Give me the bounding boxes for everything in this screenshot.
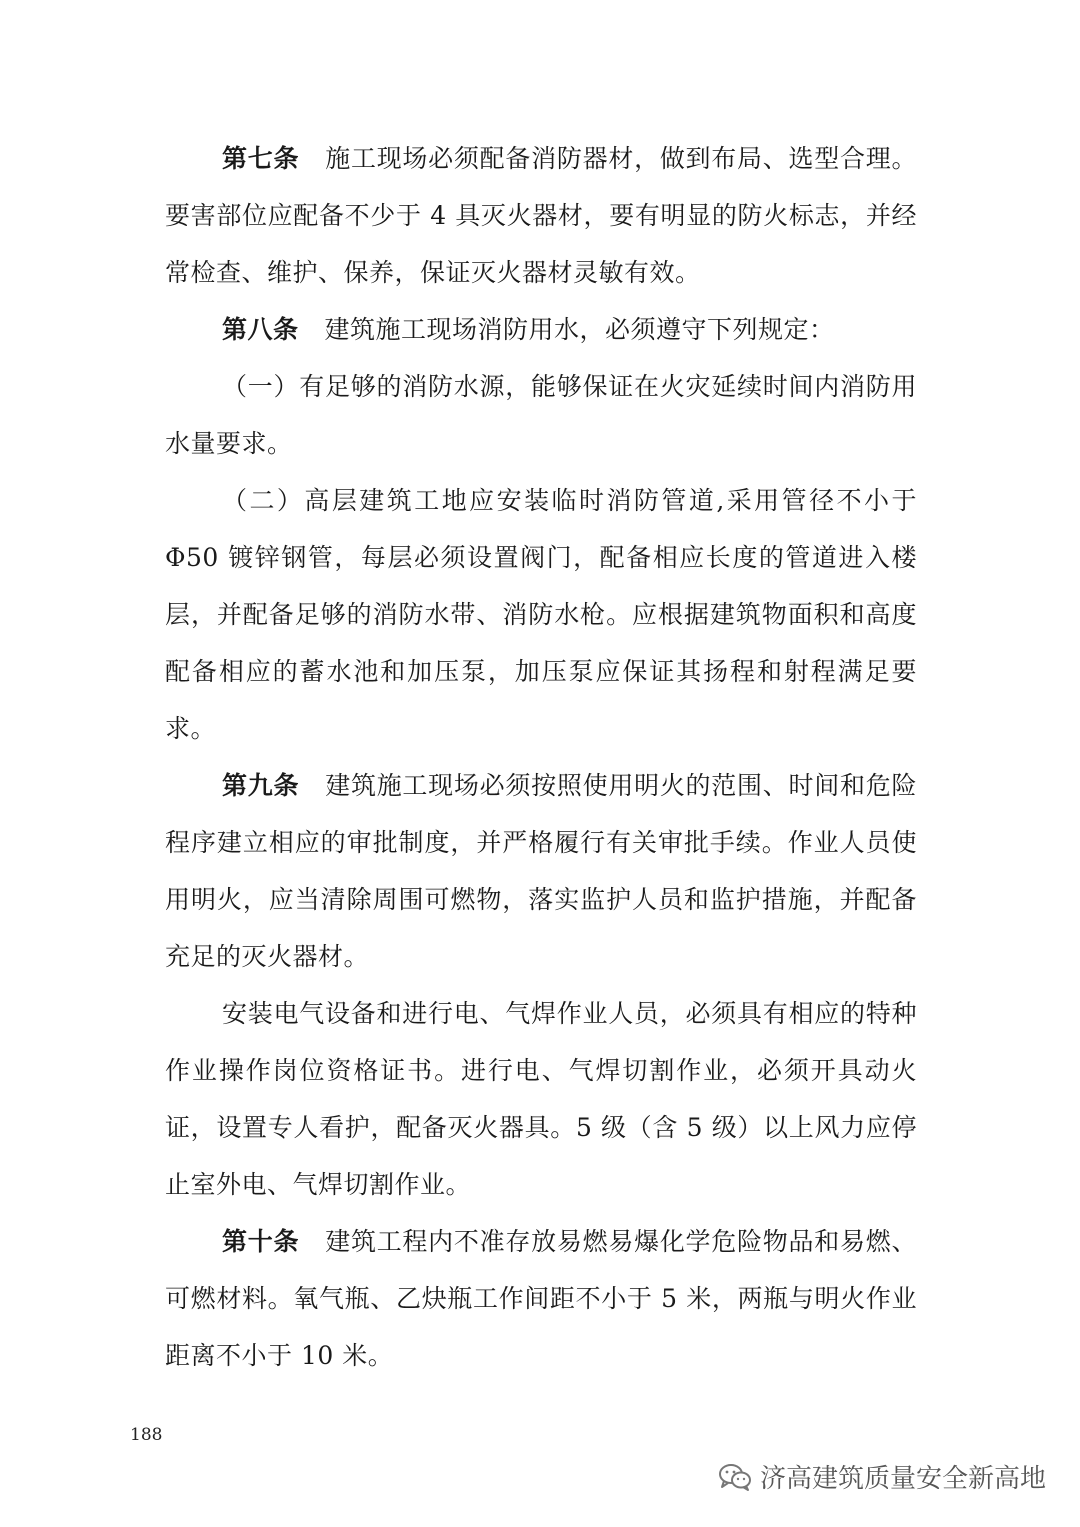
paragraph-text: 建筑施工现场消防用水，必须遵守下列规定： [324,315,835,344]
watermark-text: 济高建筑质量安全新高地 [759,1464,1046,1494]
article-heading: 第九条 [222,771,300,800]
paragraph-article-10 [165,1213,917,1384]
paragraph-text: 建筑工程内不准存放易燃易爆化学危险物品和易燃、可燃材料。氧气瓶、乙炔瓶工作间距不小于 5 米，两瓶与明火作业距离不小于 10 米。 [165,1227,917,1370]
article-heading: 第八条 [222,315,299,344]
article-heading: 第十条 [222,1227,300,1256]
paragraph-item-1 [165,358,917,472]
paragraph-text: （二）高层建筑工地应安装临时消防管道,采用管径不小于Φ50 镀锌钢管，每层必须设置阀门，配备相应长度的管道进入楼层，并配备足够的消防水带、消防水枪。应根据建筑物面积和高度配备相应的蓄水池和加压泵，加压泵应保证其扬程和射程满足要求。 [165,486,917,743]
document-body [165,130,917,1384]
wechat-icon [718,1462,752,1492]
paragraph-welding [165,985,917,1213]
paragraph-text: 安装电气设备和进行电、气焊作业人员，必须具有相应的特种作业操作岗位资格证书。进行电、气焊切割作业，必须开具动火证，设置专人看护，配备灭火器具。5 级（含 5 级）以上风力应停止室外电、气焊切割作业。 [165,999,917,1199]
paragraph-article-9 [165,757,917,985]
page-number: 188 [130,1425,163,1445]
paragraph-item-2 [165,472,917,757]
watermark [718,1458,1046,1495]
paragraph-text: 建筑施工现场必须按照使用明火的范围、时间和危险程序建立相应的审批制度，并严格履行有关审批手续。作业人员使用明火，应当清除周围可燃物，落实监护人员和监护措施，并配备充足的灭火器材。 [165,771,917,971]
paragraph-text: （一）有足够的消防水源，能够保证在火灾延续时间内消防用水量要求。 [165,372,917,458]
paragraph-article-8 [165,301,917,358]
paragraph-text: 施工现场必须配备消防器材，做到布局、选型合理。要害部位应配备不少于 4 具灭火器材，要有明显的防火标志，并经常检查、维护、保养，保证灭火器材灵敏有效。 [165,144,917,287]
article-heading: 第七条 [222,144,300,173]
paragraph-article-7 [165,130,917,301]
